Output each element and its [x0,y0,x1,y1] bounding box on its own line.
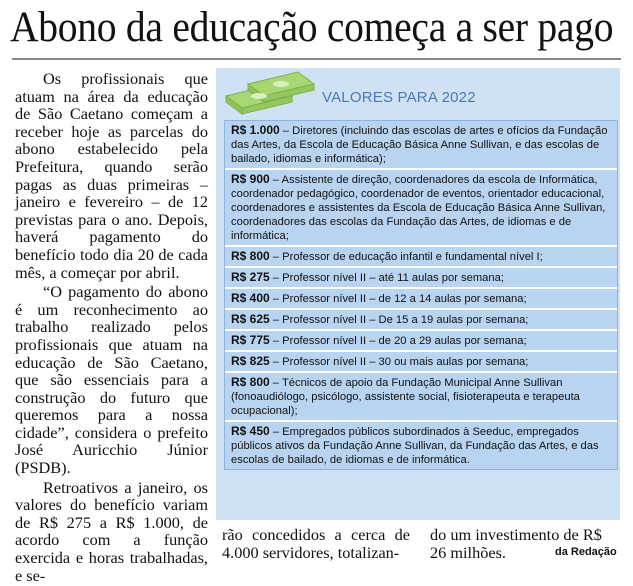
value-amount: R$ 275 [231,270,270,284]
value-description: – Professor nível II – De 15 a 19 aulas por semana; [269,314,529,326]
value-description: – Professor nível II – 30 ou mais aulas por semana; [269,356,529,368]
value-description: – Diretores (incluindo das escolas de artes e ofícios da Fundação das Artes, da Escola de Educação Básica Anne Sullivan, e das escolas de bailado, idiomas e informática); [231,125,608,165]
value-description: – Empregados públicos subordinados à Seeduc, empregados públicos ativos da Fundação Anne Sullivan, da Fundação das Artes, e das escolas de bailado, de idiomas e de informática. [231,426,599,466]
value-amount: R$ 450 [231,424,270,438]
value-amount: R$ 625 [231,312,270,326]
value-row [225,373,617,422]
headline: Abono da educação começa a ser pago [10,4,614,51]
value-row [225,289,617,310]
value-description: – Assistente de direção, coordenadores da escola de Informática, coordenador pedagógico, coordenador de eventos, orientador educacional, coordenadores e assistentes da Escola de Educação Básica Anne Sullivan, coordenadores das escolas da Fundação das Artes, de idiomas e de informática; [231,174,606,242]
value-row [225,422,617,469]
value-amount: R$ 775 [231,333,270,347]
value-amount: R$ 800 [231,375,270,389]
value-row [225,268,617,289]
box-title: VALORES PARA 2022 [322,89,476,106]
value-row [225,331,617,352]
value-row [225,352,617,373]
paragraph-1: Os profissionais que atuam na área da educação de São Caetano começam a receber hoje as parcelas do abono estabelecido pela Prefeitura, quando serão pagas as duas primeiras – janeiro e fevereiro – de 12 previstas para o ano. Depois, haverá pagamento do benefício todo dia 20 de cada mês, a começar por abril. [15,69,208,282]
value-row [225,247,617,268]
value-row [225,170,617,247]
value-amount: R$ 1.000 [231,123,280,137]
article-column-2-text: rão concedidos a cerca de 4.000 servidores, totalizan- [222,525,410,562]
value-description: – Professor nível II – de 20 a 29 aulas por semana; [269,335,527,347]
money-stack-icon [218,66,318,118]
value-description: – Técnicos de apoio da Fundação Municipal Anne Sullivan (fonoaudiólogo, psicólogo, assistente social, fisioterapeuta e terapeuta ocupacional); [231,377,580,417]
headline-rule [12,58,621,60]
value-row [225,310,617,331]
value-amount: R$ 825 [231,354,270,368]
value-row [225,121,617,170]
author-credit: da Redação [555,546,617,558]
value-description: – Professor nível II – até 11 aulas por semana; [269,272,504,284]
paragraph-3: Retroativos a janeiro, os valores do benefício variam de R$ 275 a R$ 1.000, de acordo com a função exercida e horas trabalhadas, e se- [15,477,208,585]
value-description: – Professor nível II – de 12 a 14 aulas por semana; [269,293,527,305]
article-column-1 [15,70,208,586]
value-amount: R$ 400 [231,291,270,305]
values-table [224,120,618,470]
value-amount: R$ 800 [231,249,270,263]
article-column-3-text: do um investimento de R$ 26 milhões. [430,525,602,562]
value-amount: R$ 900 [231,172,270,186]
value-description: – Professor de educação infantil e fundamental nível I; [269,251,543,263]
paragraph-2: “O pagamento do abono é um reconhecimento ao trabalho realizado pelos profissionais que atuam na educação de São Caetano, que são essenciais para a construção do futuro que queremos para a nossa cidade”, considera o prefeito José Auricchio Júnior (PSDB). [15,282,208,478]
